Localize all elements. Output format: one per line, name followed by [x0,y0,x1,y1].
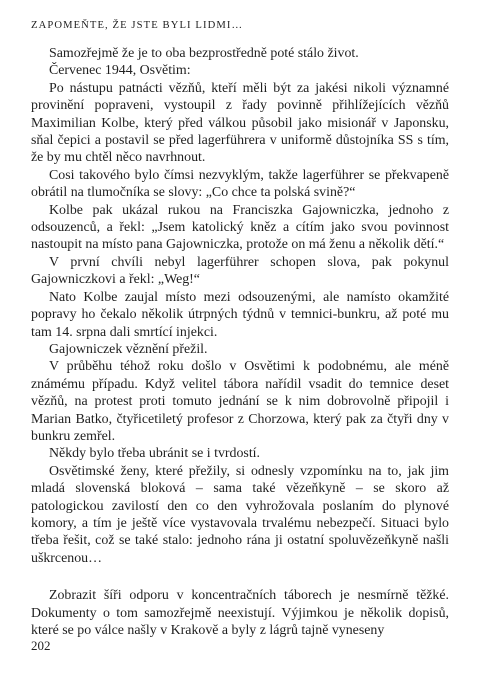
page-body [31,45,449,639]
running-header: ZAPOMEŇTE, ŽE JSTE BYLI LIDMI… [31,20,244,31]
paragraph: V první chvíli nebyl lagerführer schopen slova, pak pokynul Gajowniczkovi a řekl: „Weg!“ [31,254,449,288]
paragraph: Cosi takového bylo čímsi nezvyklým, takže lagerführer se překvapeně obrátil na tlumočníka se slovy: „Co chce ta polská svině?“ [31,167,449,201]
paragraph: Gajowniczek věznění přežil. [49,341,208,357]
paragraph: Červenec 1944, Osvětim: [49,63,191,79]
paragraph: Kolbe pak ukázal rukou na Franciszka Gajowniczka, jednoho z odsouzenců, a řekl: „Jsem katolický kněz a cítím jako svou povinnost nastoupit na místo pana Gajowniczka, protože on má ženu a několik dětí.“ [31,202,449,253]
paragraph: Osvětimské ženy, které přežily, si odnesly vzpomínku na to, jak jim mladá slovenská bloková – sama také vězeňkyně – se skoro až patologickou zavilostí den co den vyhrožovala poslaním do plynové komory, a tím je ještě více vystavovala trvalému nebezpečí. Situaci bylo třeba řešit, což se také stalo: jednoho rána ji ostatní spoluvězeňkyně našli uškrcenou… [31,463,449,566]
paragraph: Samozřejmě že je to oba bezprostředně poté stálo život. [49,46,359,61]
paragraph: Někdy bylo třeba ubránit se i tvrdostí. [49,446,261,462]
paragraph: Zobrazit šíři odporu v koncentračních táborech je nesmírně těžké. Dokumenty o tom samozřejmě neexistují. Výjimkou je několik dopisů, které se po válce našly v Krakově a byly z lágrů tajně vyneseny [31,588,449,638]
paragraph: Nato Kolbe zaujal místo mezi odsouzenými, ale namísto okamžité popravy ho čekalo několik útrpných týdnů v temnici-bunkru, až poté mu tam 14. srpna dali smrtící injekci. [31,289,449,340]
page-number: 202 [31,638,51,653]
paragraph: V průběhu téhož roku došlo v Osvětimi k podobnému, ale méně známému případu. Když velitel tábora nařídil vsadit do temnice deset vězňů, na protest proti tomuto jednání se k nim dobrovolně připojil i Marian Batko, čtyřicetiletý profesor z Chorzowa, který pak za čtyři dny v bunkru zemřel. [31,359,449,444]
paragraph: Po nástupu patnácti vězňů, kteří měli být za jakési nikoli významné provinění popraveni, vystoupil z řady povinně přihlížejících vězňů Maximilian Kolbe, který před válkou působil jako misionář v Japonsku, sňal čepici a postavil se před lagerführera v uniformě důstojníka SS s tím, že by mu chtěl něco navrhnout. [31,80,449,166]
